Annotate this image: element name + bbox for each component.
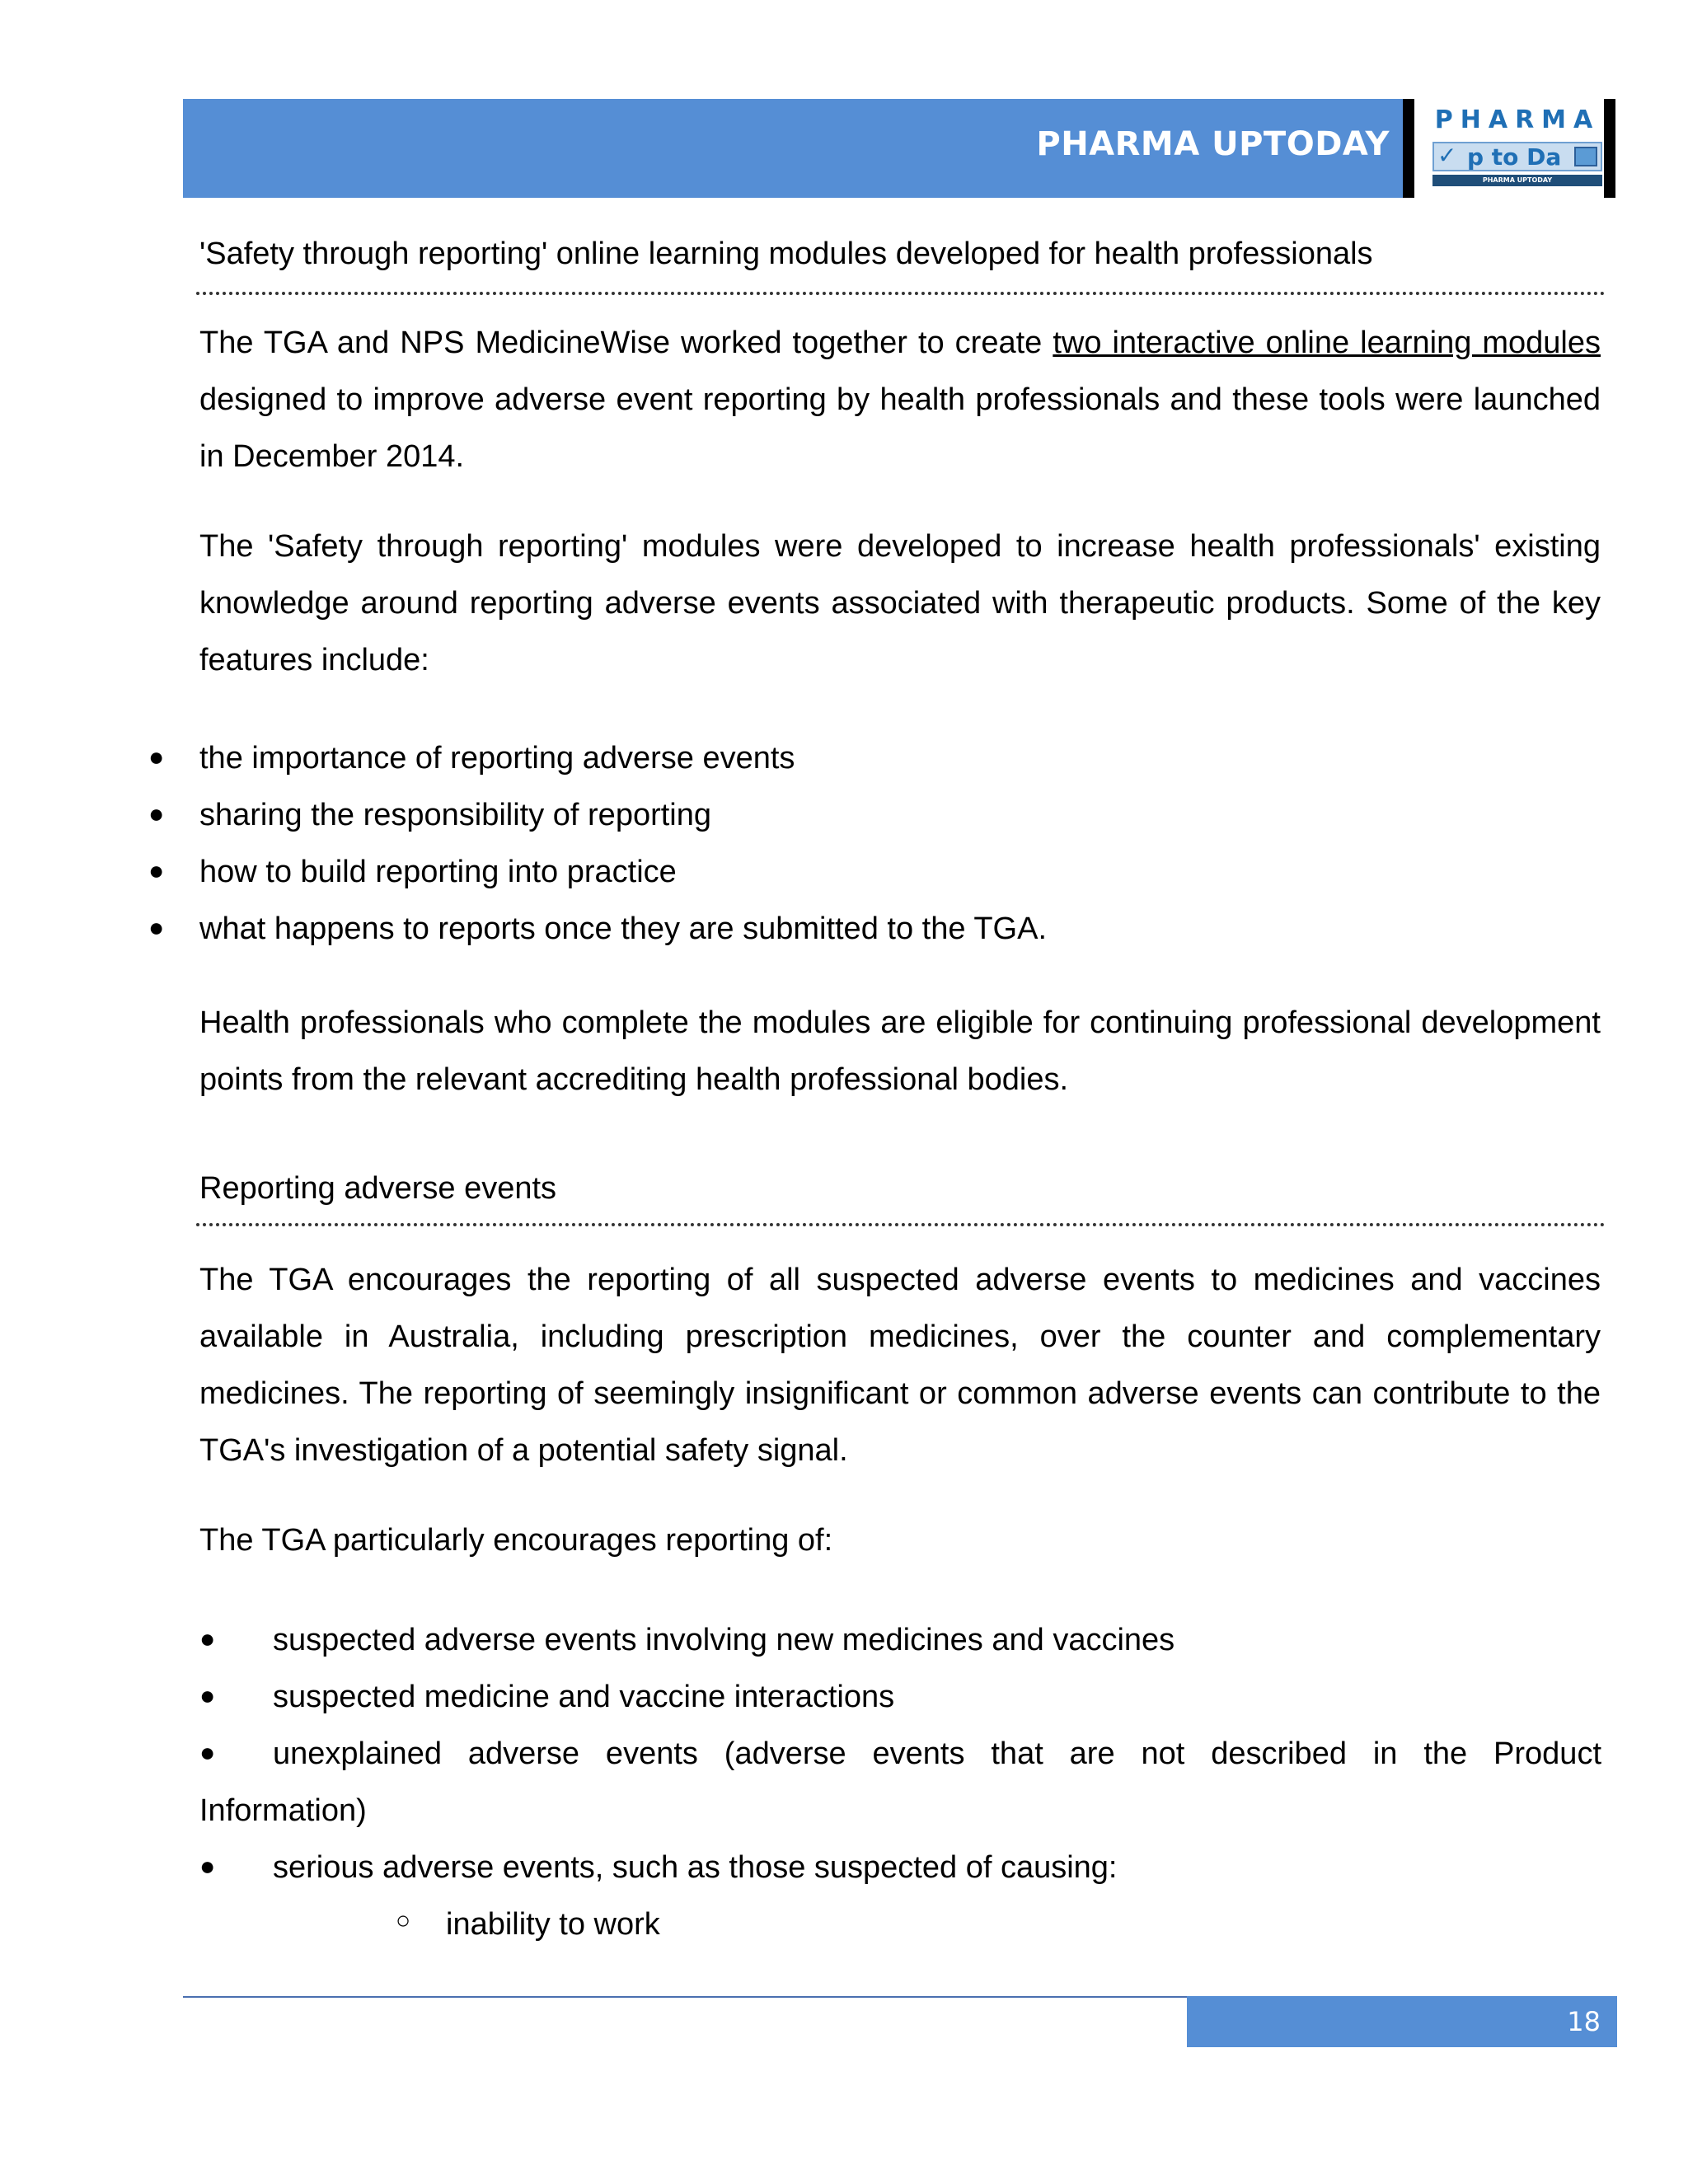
bullet-dot: ● [199,1680,216,1710]
cpd-text: Health professionals who complete the modules are eligible for continuing professional development points from the relevant accrediting health professional bodies. [199,1005,1601,1097]
paragraph-features [199,518,1601,689]
sub-bullet-circle: ○ [396,1907,411,1934]
logo-banner [1432,142,1602,171]
dotted-divider [196,292,1606,295]
header-bar [183,99,1403,198]
bullet-dot: ● [148,912,165,942]
calendar-icon [1574,147,1597,166]
check-icon: ✓ [1437,142,1457,169]
intro-text-start: The TGA and NPS MedicineWise worked together to create [199,326,1053,360]
bullet-dot: ● [199,1624,216,1653]
paragraph-particularly [199,1512,1601,1569]
bullet-dot: ● [199,1851,216,1881]
page-number: 18 [1567,2006,1601,2037]
pharma-uptoday-logo [1403,99,1615,198]
paragraph-intro [199,315,1601,485]
dotted-divider [196,1223,1606,1226]
sub-list-item: inability to work [446,1907,660,1942]
logo-bottom-text: PHARMA UPTODAY [1432,175,1602,186]
section-heading-safety: 'Safety through reporting' online learning modules developed for health professionals [199,237,1373,271]
features-text: The 'Safety through reporting' modules were developed to increase health professionals' existing knowledge around reporting adverse events associated with therapeutic products. Some of the key features include: [199,529,1601,677]
list-item: unexplained adverse events (adverse events that are not described in the Product [273,1736,1601,1771]
bullet-dot: ● [148,799,165,828]
footer-page-box [1187,1996,1617,2047]
paragraph-encourages [199,1252,1601,1479]
bullet-dot: ● [199,1737,216,1767]
list-item-continuation: Information) [199,1793,367,1828]
logo-mid-text: p to Da [1467,143,1562,171]
paragraph-cpd [199,995,1601,1108]
list-item: the importance of reporting adverse events [199,741,795,776]
header-title: PHARMA UPTODAY [1036,125,1390,163]
list-item: what happens to reports once they are submitted to the TGA. [199,912,1048,946]
intro-text-end: designed to improve adverse event reporting by health professionals and these tools were launched in December 2014. [199,382,1601,474]
list-item: how to build reporting into practice [199,855,677,889]
bullet-dot: ● [148,742,165,771]
logo-top-text: PHARMA [1434,105,1601,134]
modules-link[interactable]: two interactive online learning modules [1053,326,1601,360]
list-item: suspected adverse events involving new medicines and vaccines [273,1623,1175,1657]
list-item: suspected medicine and vaccine interactions [273,1680,895,1714]
encourages-text: The TGA encourages the reporting of all suspected adverse events to medicines and vaccines available in Australia, including prescription medicines, over the counter and complementary medicines. The reporting of seemingly insignificant or common adverse events can contribute to the TGA's investigation of a potential safety signal. [199,1263,1601,1468]
particularly-text: The TGA particularly encourages reporting of: [199,1523,833,1558]
list-item: sharing the responsibility of reporting [199,798,712,832]
bullet-dot: ● [148,855,165,885]
section-heading-reporting: Reporting adverse events [199,1171,557,1206]
list-item: serious adverse events, such as those suspected of causing: [273,1850,1118,1885]
